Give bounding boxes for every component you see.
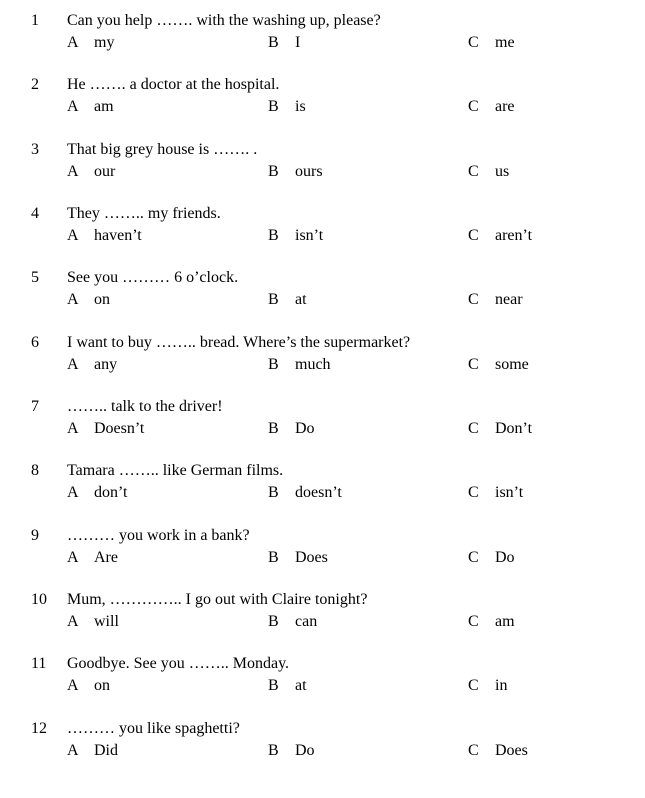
question-12 <box>0 718 645 768</box>
option-c <box>468 740 528 762</box>
option-c <box>468 418 532 440</box>
question-number: 5 <box>31 269 39 286</box>
option-letter: B <box>268 163 279 180</box>
question-text: See you ……… 6 o’clock. <box>67 269 239 286</box>
option-text: Doesn’t <box>94 420 145 437</box>
option-a <box>67 482 127 504</box>
question-text: ……… you work in a bank? <box>67 527 250 544</box>
option-a <box>67 740 118 762</box>
option-a <box>67 547 118 569</box>
question-text: He ……. a doctor at the hospital. <box>67 76 280 93</box>
option-c <box>468 32 515 54</box>
option-letter: B <box>268 677 279 694</box>
option-c <box>468 482 523 504</box>
option-text: Are <box>94 549 118 566</box>
option-text: at <box>295 291 307 308</box>
option-a <box>67 354 117 376</box>
option-letter: C <box>468 291 479 308</box>
option-letter: A <box>67 484 79 501</box>
option-letter: B <box>268 742 279 759</box>
question-number: 10 <box>31 591 47 608</box>
option-letter: A <box>67 291 79 308</box>
option-letter: B <box>268 291 279 308</box>
option-text: is <box>295 98 306 115</box>
option-b <box>268 611 317 633</box>
option-letter: B <box>268 34 279 51</box>
option-text: am <box>94 98 114 115</box>
option-text: can <box>295 613 318 630</box>
question-4 <box>0 203 645 253</box>
option-letter: C <box>468 677 479 694</box>
question-text: Goodbye. See you …….. Monday. <box>67 655 290 672</box>
option-letter: B <box>268 420 279 437</box>
question-text: That big grey house is ……. . <box>67 141 258 158</box>
option-text: will <box>94 613 119 630</box>
question-text: Tamara …….. like German films. <box>67 462 284 479</box>
option-text: ours <box>295 163 323 180</box>
question-text: …….. talk to the driver! <box>67 398 223 415</box>
question-8 <box>0 460 645 510</box>
option-b <box>268 289 307 311</box>
option-text: Do <box>495 549 515 566</box>
option-b <box>268 161 323 183</box>
option-text: Don’t <box>495 420 533 437</box>
option-b <box>268 675 307 697</box>
question-3 <box>0 139 645 189</box>
option-letter: C <box>468 34 479 51</box>
option-a <box>67 32 114 54</box>
option-c <box>468 547 515 569</box>
option-letter: A <box>67 420 79 437</box>
option-a <box>67 611 119 633</box>
option-b <box>268 225 323 247</box>
option-text: Do <box>295 420 315 437</box>
option-text: isn’t <box>495 484 524 501</box>
question-number: 1 <box>31 12 39 29</box>
option-text: Does <box>295 549 328 566</box>
option-text: our <box>94 163 116 180</box>
option-letter: A <box>67 98 79 115</box>
option-letter: A <box>67 613 79 630</box>
question-number: 8 <box>31 462 39 479</box>
option-letter: A <box>67 677 79 694</box>
option-text: don’t <box>94 484 128 501</box>
option-b <box>268 547 328 569</box>
option-text: Does <box>495 742 528 759</box>
option-text: near <box>495 291 523 308</box>
question-6 <box>0 332 645 382</box>
option-b <box>268 32 300 54</box>
option-letter: B <box>268 613 279 630</box>
question-number: 12 <box>31 720 47 737</box>
option-letter: A <box>67 34 79 51</box>
option-letter: C <box>468 163 479 180</box>
option-text: I <box>295 34 301 51</box>
question-number: 3 <box>31 141 39 158</box>
option-a <box>67 289 110 311</box>
option-text: haven’t <box>94 227 142 244</box>
option-text: at <box>295 677 307 694</box>
option-text: am <box>495 613 515 630</box>
option-letter: B <box>268 484 279 501</box>
question-text: They …….. my friends. <box>67 205 221 222</box>
option-b <box>268 96 306 118</box>
option-letter: A <box>67 549 79 566</box>
option-letter: B <box>268 356 279 373</box>
option-letter: C <box>468 484 479 501</box>
option-text: on <box>94 677 110 694</box>
option-letter: C <box>468 742 479 759</box>
question-10 <box>0 589 645 639</box>
option-letter: C <box>468 98 479 115</box>
question-5 <box>0 267 645 317</box>
option-c <box>468 611 515 633</box>
option-letter: B <box>268 227 279 244</box>
option-letter: C <box>468 227 479 244</box>
question-7 <box>0 396 645 446</box>
option-letter: B <box>268 549 279 566</box>
option-letter: A <box>67 163 79 180</box>
question-text: Mum, ………….. I go out with Claire tonight? <box>67 591 368 608</box>
option-c <box>468 161 509 183</box>
option-letter: A <box>67 227 79 244</box>
option-b <box>268 418 315 440</box>
question-number: 7 <box>31 398 39 415</box>
option-text: in <box>495 677 508 694</box>
option-a <box>67 161 115 183</box>
question-text: I want to buy …….. bread. Where’s the supermarket? <box>67 334 411 351</box>
option-letter: A <box>67 742 79 759</box>
option-text: isn’t <box>295 227 324 244</box>
question-number: 9 <box>31 527 39 544</box>
option-c <box>468 225 532 247</box>
question-2 <box>0 74 645 124</box>
option-text: some <box>495 356 529 373</box>
option-text: aren’t <box>495 227 533 244</box>
option-letter: C <box>468 549 479 566</box>
option-text: Did <box>94 742 118 759</box>
option-a <box>67 96 114 118</box>
question-number: 11 <box>31 655 47 672</box>
option-letter: C <box>468 356 479 373</box>
option-letter: C <box>468 420 479 437</box>
option-text: are <box>495 98 515 115</box>
question-number: 2 <box>31 76 39 93</box>
option-letter: A <box>67 356 79 373</box>
question-11 <box>0 653 645 703</box>
question-number: 4 <box>31 205 39 222</box>
question-text: Can you help ……. with the washing up, please? <box>67 12 381 29</box>
option-text: us <box>495 163 510 180</box>
option-b <box>268 354 331 376</box>
question-9 <box>0 525 645 575</box>
option-c <box>468 96 515 118</box>
option-b <box>268 740 315 762</box>
option-text: on <box>94 291 110 308</box>
question-number: 6 <box>31 334 39 351</box>
question-text: ……… you like spaghetti? <box>67 720 240 737</box>
option-text: much <box>295 356 331 373</box>
option-letter: C <box>468 613 479 630</box>
option-b <box>268 482 342 504</box>
option-text: Do <box>295 742 315 759</box>
option-letter: B <box>268 98 279 115</box>
question-1 <box>0 10 645 60</box>
option-a <box>67 675 110 697</box>
option-a <box>67 418 144 440</box>
option-text: me <box>495 34 515 51</box>
option-text: any <box>94 356 118 373</box>
option-c <box>468 289 523 311</box>
option-a <box>67 225 142 247</box>
option-c <box>468 675 507 697</box>
option-text: my <box>94 34 115 51</box>
option-c <box>468 354 529 376</box>
option-text: doesn’t <box>295 484 342 501</box>
